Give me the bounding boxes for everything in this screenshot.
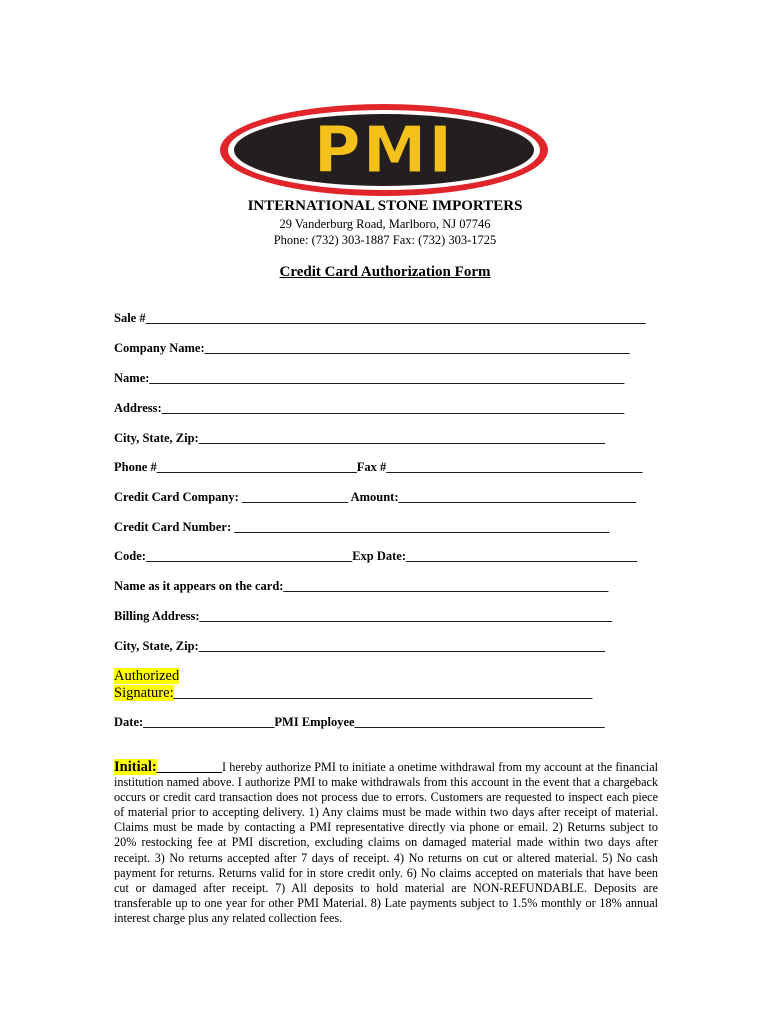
name-field[interactable]: Name:____________________________________________________________________________ [114, 371, 625, 385]
company-address: 29 Vanderburg Road, Marlboro, NJ 07746 [279, 217, 491, 231]
authorized-label: Authorized [114, 668, 180, 684]
card-number-field[interactable]: Credit Card Number: ____________________________________________________________ [114, 520, 610, 534]
city-state-zip-field[interactable]: City, State, Zip:_________________________________________________________________ [114, 431, 605, 445]
signature-label: Signature: [114, 685, 174, 701]
terms-text: I hereby authorize PMI to initiate a onetime withdrawal from my account at the financial institution named above. I authorize PMI to make withdrawals from this account in the event that a chargeback occurs or credit card transaction does not process due to errors. Customers are requested to inspect each piece of material prior to accepting delivery. 1) Any claims must be made within two days after receipt of material. Claims must be made by contacting a PMI representative directly via phone or email. 2) Returns subject to 20% restocking fee at PMI discretion, excluding claims on damaged material made within two days after receipt. 3) No returns accepted after 7 days of receipt. 4) No returns on cut or altered material. 5) No cash payment for returns. Returns valid for in store credit only. 6) No claims accepted on materials that have been cut or damaged after receipt. 7) All deposits to hold material are NON-REFUNDABLE. Deposits are transferable up to one year for other PMI Material. 8) Late payments subject to 1.5% monthly or 18% annual interest charge plus any related collection fees. [114, 760, 658, 925]
company-name-field[interactable]: Company Name:____________________________________________________________________ [114, 341, 630, 355]
initial-label: Initial: [114, 759, 157, 775]
name-on-card-field[interactable]: Name as it appears on the card:____________________________________________________ [114, 579, 609, 593]
authorized-signature-block [114, 668, 592, 702]
pmi-logo [218, 102, 550, 198]
company-phone-fax: Phone: (732) 303-1887 Fax: (732) 303-1725 [273, 233, 497, 247]
form-title-container [0, 264, 770, 281]
address-field[interactable]: Address:__________________________________________________________________________ [114, 401, 625, 415]
billing-city-state-zip-field[interactable]: City, State, Zip:_________________________________________________________________ [114, 639, 605, 653]
logo-text: PMI [313, 114, 455, 188]
date-employee-field[interactable]: Date:_____________________PMI Employee________________________________________ [114, 715, 605, 729]
billing-address-field[interactable]: Billing Address:__________________________________________________________________ [114, 609, 613, 623]
phone-fax-field[interactable]: Phone #________________________________Fax #_________________________________________ [114, 460, 643, 474]
signature-line[interactable]: ___________________________________________________________________ [173, 686, 593, 700]
form-title: Credit Card Authorization Form [279, 264, 491, 280]
sale-number-field[interactable]: Sale #________________________________________________________________________________ [114, 311, 646, 325]
terms-paragraph [114, 760, 658, 926]
code-exp-date-field[interactable]: Code:_________________________________Exp Date:_____________________________________ [114, 549, 638, 563]
initial-line[interactable]: _________ [156, 759, 222, 775]
company-name: INTERNATIONAL STONE IMPORTERS [247, 198, 523, 214]
card-company-amount-field[interactable]: Credit Card Company: _________________ Amount:______________________________________ [114, 490, 636, 504]
